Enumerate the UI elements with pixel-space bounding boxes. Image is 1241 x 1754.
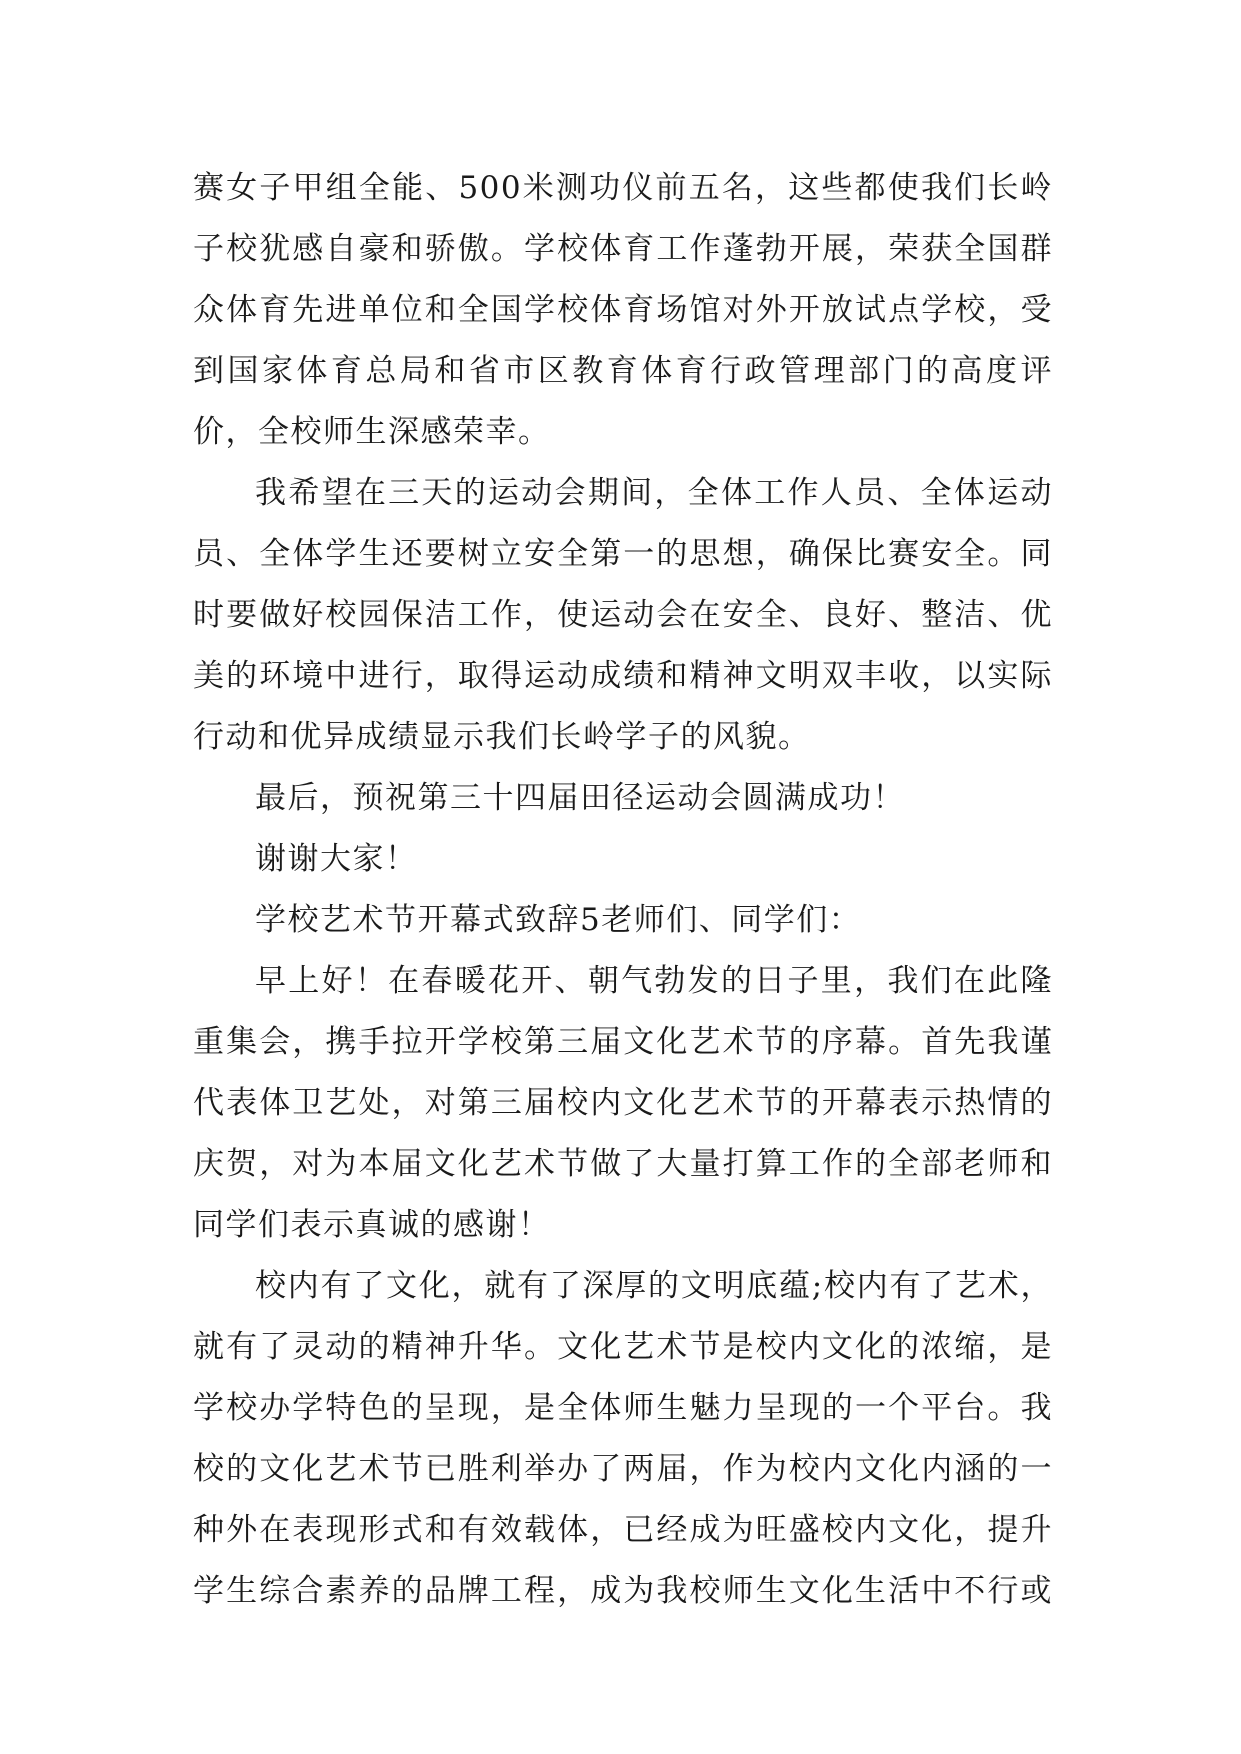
text-line: 早上好！在春暖花开、朝气勃发的日子里，我们在此隆 [255,963,1053,999]
text-line: 时要做好校园保洁工作，使运动会在安全、良好、整洁、优 [193,597,1053,633]
text-line: 学校办学特色的呈现，是全体师生魅力呈现的一个平台。我 [193,1390,1053,1426]
text-line: 行动和优异成绩显示我们长岭学子的风貌。 [193,719,811,755]
text-line: 到国家体育总局和省市区教育体育行政管理部门的高度评 [193,353,1053,389]
text-line: 就有了灵动的精神升华。文化艺术节是校内文化的浓缩，是 [193,1329,1053,1365]
text-line: 价，全校师生深感荣幸。 [193,414,551,450]
text-line: 同学们表示真诚的感谢！ [193,1207,551,1243]
text-line: 校内有了文化，就有了深厚的文明底蕴;校内有了艺术， [255,1268,1053,1304]
text-line: 校的文化艺术节已胜利举办了两届，作为校内文化内涵的一 [193,1451,1053,1487]
text-line: 谢谢大家！ [255,841,418,877]
document-body [193,158,1053,1622]
text-line: 学生综合素养的品牌工程，成为我校师生文化生活中不行或 [193,1573,1053,1609]
text-line: 种外在表现形式和有效载体，已经成为旺盛校内文化，提升 [193,1512,1053,1548]
text-line: 代表体卫艺处，对第三届校内文化艺术节的开幕表示热情的 [193,1085,1053,1121]
text-line: 最后，预祝第三十四届田径运动会圆满成功！ [255,780,905,816]
text-line: 员、全体学生还要树立安全第一的思想，确保比赛安全。同 [193,536,1053,572]
text-line: 我希望在三天的运动会期间，全体工作人员、全体运动 [255,475,1053,511]
text-line: 学校艺术节开幕式致辞5老师们、同学们： [255,902,862,938]
text-line: 重集会，携手拉开学校第三届文化艺术节的序幕。首先我谨 [193,1024,1053,1060]
text-line: 赛女子甲组全能、500米测功仪前五名，这些都使我们长岭 [193,170,1053,206]
text-line: 子校犹感自豪和骄傲。学校体育工作蓬勃开展，荣获全国群 [193,231,1053,267]
text-line: 众体育先进单位和全国学校体育场馆对外开放试点学校，受 [193,292,1053,328]
text-line: 美的环境中进行，取得运动成绩和精神文明双丰收，以实际 [193,658,1053,694]
text-line: 庆贺，对为本届文化艺术节做了大量打算工作的全部老师和 [193,1146,1053,1182]
